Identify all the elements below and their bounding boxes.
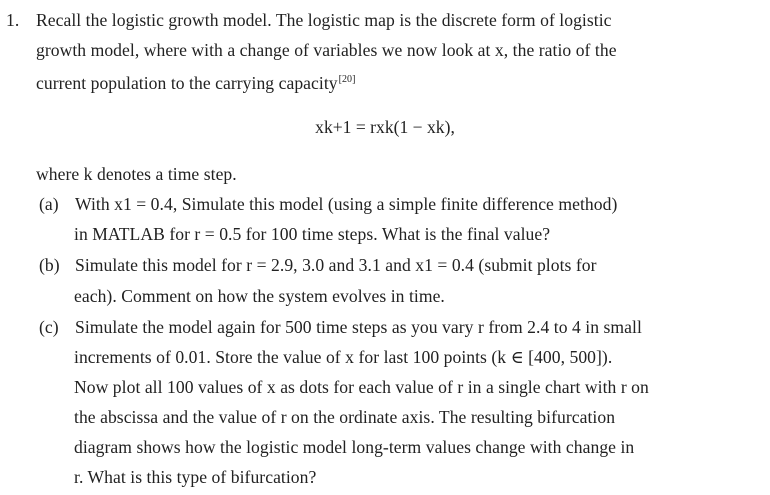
logistic-map-equation: xk+1 = rxk(1 − xk), bbox=[315, 117, 455, 137]
intro-line-2: growth model, where with a change of variables we now look at x, the ratio of the bbox=[36, 40, 617, 60]
citation-mark: [20] bbox=[338, 74, 356, 85]
problem-number: 1. bbox=[6, 10, 20, 30]
intro-line-1: Recall the logistic growth model. The logistic map is the discrete form of logistic bbox=[36, 10, 612, 30]
part-c-line-5: diagram shows how the logistic model long-term values change with change in bbox=[74, 437, 635, 457]
part-b-line-1 bbox=[39, 250, 597, 280]
part-c-line-1 bbox=[39, 312, 642, 342]
part-a-line-2: in MATLAB for r = 0.5 for 100 time steps. What is the final value? bbox=[74, 224, 551, 244]
part-b-label: (b) bbox=[39, 255, 60, 275]
intro-line-3-text: current population to the carrying capacity bbox=[36, 73, 338, 93]
part-b-text-1: Simulate this model for r = 2.9, 3.0 and 3.1 and x1 = 0.4 (submit plots for bbox=[75, 255, 597, 275]
part-c-line-4: the abscissa and the value of r on the ordinate axis. The resulting bifurcation bbox=[74, 407, 616, 427]
part-c-line-6: r. What is this type of bifurcation? bbox=[74, 467, 317, 487]
part-b-line-2: each). Comment on how the system evolves in time. bbox=[74, 286, 445, 306]
part-a-text-1: With x1 = 0.4, Simulate this model (using a simple finite difference method) bbox=[75, 194, 618, 214]
intro-line-3 bbox=[36, 65, 356, 98]
where-line: where k denotes a time step. bbox=[36, 164, 237, 184]
part-c-text-1: Simulate the model again for 500 time steps as you vary r from 2.4 to 4 in small bbox=[75, 317, 642, 337]
part-c-line-2: increments of 0.01. Store the value of x for last 100 points (k ∈ [400, 500]). bbox=[74, 347, 613, 367]
part-a-line-1 bbox=[39, 189, 617, 219]
part-a-label: (a) bbox=[39, 194, 59, 214]
part-c-line-3: Now plot all 100 values of x as dots for each value of r in a single chart with r on bbox=[74, 377, 649, 397]
part-c-label: (c) bbox=[39, 317, 59, 337]
